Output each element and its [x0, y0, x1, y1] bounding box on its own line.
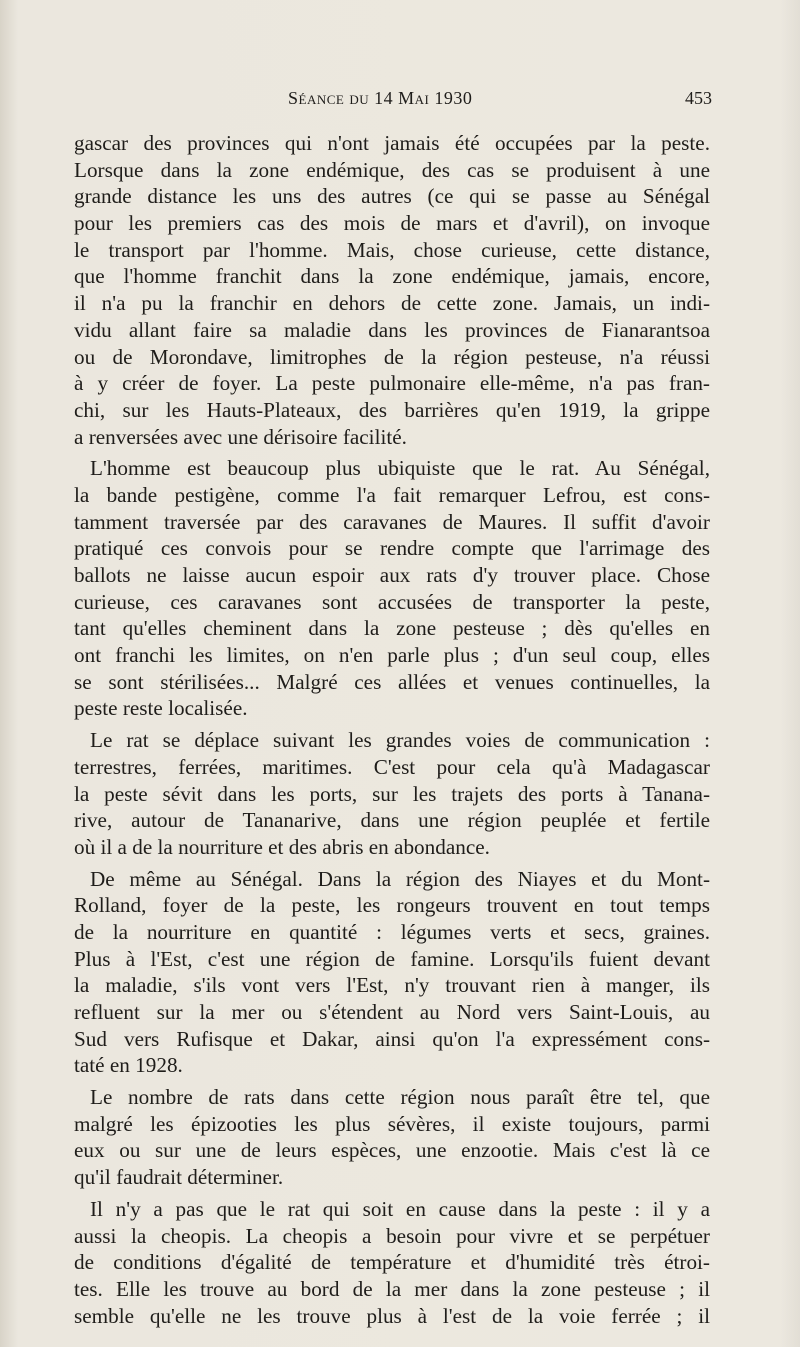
text-line: tant qu'elles cheminent dans la zone pesteuse ; dès qu'elles en: [74, 616, 710, 641]
text-line: De même au Sénégal. Dans la région des Niayes et du Mont-: [90, 866, 710, 891]
body-text: [74, 130, 710, 1329]
text-line: où il a de la nourriture et des abris en abondance.: [74, 834, 490, 859]
text-line: chi, sur les Hauts-Plateaux, des barrières qu'en 1919, la grippe: [74, 397, 710, 422]
text-line: la peste sévit dans les ports, sur les trajets des ports à Tanana-: [74, 781, 710, 806]
paragraph-3: [74, 727, 710, 860]
text-line: peste reste localisée.: [74, 696, 248, 721]
text-line: la maladie, s'ils vont vers l'Est, n'y trouvant rien à manger, ils: [74, 973, 710, 998]
text-line: semble qu'elle ne les trouve plus à l'est de la voie ferrée ; il: [74, 1303, 710, 1328]
text-line: gascar des provinces qui n'ont jamais été occupées par la peste.: [74, 131, 710, 155]
text-line: rive, autour de Tananarive, dans une région peuplée et fertile: [74, 808, 710, 833]
paragraph-4: [74, 866, 710, 1080]
text-line: le transport par l'homme. Mais, chose curieuse, cette distance,: [74, 237, 710, 262]
text-line: il n'a pu la franchir en dehors de cette zone. Jamais, un indi-: [74, 291, 710, 316]
text-line: pour les premiers cas des mois de mars et d'avril), on invoque: [74, 211, 710, 236]
text-line: ballots ne laisse aucun espoir aux rats d'y trouver place. Chose: [74, 563, 710, 587]
text-line: grande distance les uns des autres (ce qui se passe au Sénégal: [74, 184, 710, 209]
text-line: Le nombre de rats dans cette région nous paraît être tel, que: [90, 1085, 710, 1110]
running-title: Séance du 14 Mai 1930: [288, 88, 473, 108]
text-line: tamment traversée par des caravanes de Maures. Il suffit d'avoir: [74, 509, 710, 534]
text-line: de conditions d'égalité de température et d'humidité très étroi-: [74, 1250, 710, 1275]
page-number: 453: [685, 88, 712, 108]
text-line: se sont stérilisées... Malgré ces allées et venues continuelles, la: [74, 669, 710, 694]
text-line: à y créer de foyer. La peste pulmonaire elle-même, n'a pas fran-: [74, 371, 710, 396]
page-header: [72, 88, 712, 118]
text-line: Il n'y a pas que le rat qui soit en cause dans la peste : il y a: [90, 1196, 710, 1221]
text-line: terrestres, ferrées, maritimes. C'est pour cela qu'à Madagascar: [74, 754, 710, 779]
text-line: a renversées avec une dérisoire facilité.: [74, 424, 407, 449]
text-line: eux ou sur une de leurs espèces, une enzootie. Mais c'est là ce: [74, 1138, 710, 1163]
text-line: que l'homme franchit dans la zone endémique, jamais, encore,: [74, 264, 710, 289]
paragraph-6: [74, 1196, 710, 1329]
paragraph-1: [74, 130, 710, 450]
paragraph-2: [74, 455, 710, 722]
text-line: la bande pestigène, comme l'a fait remarquer Lefrou, est cons-: [74, 482, 710, 507]
text-line: refluent sur la mer ou s'étendent au Nord vers Saint-Louis, au: [74, 1000, 710, 1024]
text-line: Plus à l'Est, c'est une région de famine. Lorsqu'ils fuient devant: [74, 946, 710, 971]
text-line: malgré les épizooties les plus sévères, il existe toujours, parmi: [74, 1111, 710, 1136]
text-line: ou de Morondave, limitrophes de la région pesteuse, n'a réussi: [74, 344, 710, 369]
text-line: tes. Elle les trouve au bord de la mer dans la zone pesteuse ; il: [74, 1276, 710, 1301]
text-line: L'homme est beaucoup plus ubiquiste que le rat. Au Sénégal,: [90, 456, 710, 481]
text-line: Le rat se déplace suivant les grandes voies de communication :: [90, 728, 710, 753]
text-line: Rolland, foyer de la peste, les rongeurs trouvent en tout temps: [74, 893, 710, 918]
text-line: aussi la cheopis. La cheopis a besoin pour vivre et se perpétuer: [74, 1223, 710, 1248]
text-line: vidu allant faire sa maladie dans les provinces de Fianarantsoa: [74, 317, 710, 342]
text-line: taté en 1928.: [74, 1053, 183, 1078]
text-line: de la nourriture en quantité : légumes verts et secs, graines.: [74, 919, 710, 944]
text-line: curieuse, ces caravanes sont accusées de transporter la peste,: [74, 589, 710, 614]
text-line: qu'il faudrait déterminer.: [74, 1165, 284, 1190]
text-line: pratiqué ces convois pour se rendre compte que l'arrimage des: [74, 536, 710, 561]
text-line: Lorsque dans la zone endémique, des cas se produisent à une: [74, 157, 710, 182]
paragraph-5: [74, 1084, 710, 1191]
text-line: Sud vers Rufisque et Dakar, ainsi qu'on l'a expressément cons-: [74, 1026, 710, 1051]
text-line: ont franchi les limites, on n'en parle plus ; d'un seul coup, elles: [74, 643, 710, 668]
